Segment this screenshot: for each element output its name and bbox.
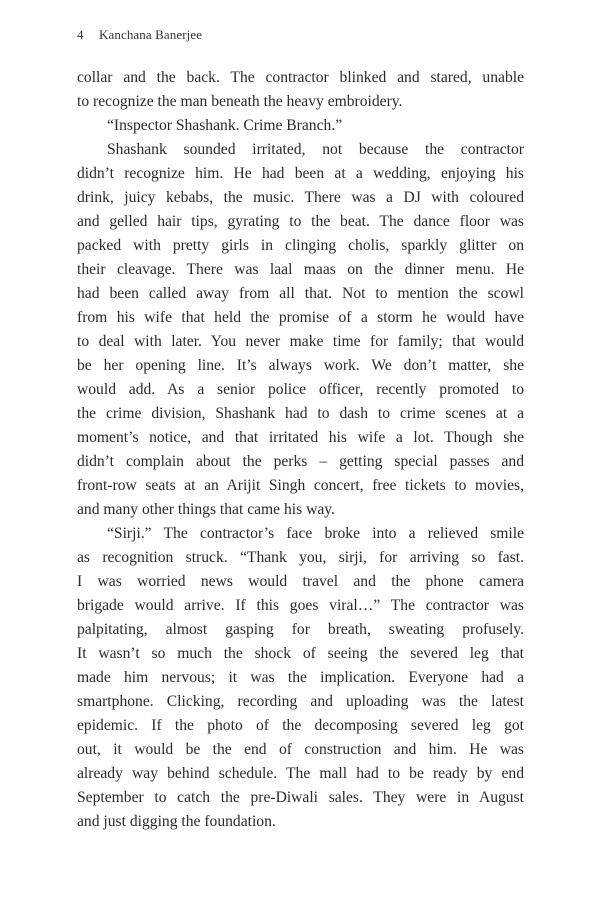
text-line: made him nervous; it was the implication. Everyone had a (77, 669, 524, 686)
text-line: “Sirji.” The contractor’s face broke into a relieved smile (107, 525, 524, 542)
text-line: I was worried news would travel and the phone camera (77, 573, 524, 590)
running-head (77, 27, 202, 43)
text-line: to recognize the man beneath the heavy embroidery. (77, 93, 403, 110)
body-text (77, 66, 524, 834)
text-line: palpitating, almost gasping for breath, sweating profusely. (77, 621, 524, 638)
text-line: as recognition struck. “Thank you, sirji, for arriving so fast. (77, 549, 524, 566)
text-line: already way behind schedule. The mall had to be ready by end (77, 765, 524, 782)
text-line: had been called away from all that. Not to mention the scowl (77, 285, 524, 302)
text-line: and gelled hair tips, gyrating to the beat. The dance floor was (77, 213, 524, 230)
text-line: didn’t complain about the perks – getting special passes and (77, 453, 524, 470)
text-line: to deal with later. You never make time for family; that would (77, 333, 524, 350)
text-line: collar and the back. The contractor blinked and stared, unable (77, 69, 524, 86)
text-line: September to catch the pre-Diwali sales. They were in August (77, 789, 524, 806)
text-line: from his wife that held the promise of a storm he would have (77, 309, 524, 326)
text-line: be her opening line. It’s always work. We don’t matter, she (77, 357, 524, 374)
text-line: packed with pretty girls in clinging cholis, sparkly glitter on (77, 237, 524, 254)
text-line: front-row seats at an Arijit Singh concert, free tickets to movies, (77, 477, 524, 494)
text-line: “Inspector Shashank. Crime Branch.” (107, 117, 343, 134)
text-line: out, it would be the end of construction and him. He was (77, 741, 524, 758)
text-line: smartphone. Clicking, recording and uploading was the latest (77, 693, 524, 710)
text-line: the crime division, Shashank had to dash to crime scenes at a (77, 405, 524, 422)
text-line: epidemic. If the photo of the decomposing severed leg got (77, 717, 524, 734)
text-line: would add. As a senior police officer, recently promoted to (77, 381, 524, 398)
text-line: moment’s notice, and that irritated his wife a lot. Though she (77, 429, 524, 446)
running-title: Kanchana Banerjee (99, 27, 203, 42)
text-line: and just digging the foundation. (77, 813, 276, 830)
page-number: 4 (77, 27, 84, 42)
text-line: Shashank sounded irritated, not because the contractor (107, 141, 524, 158)
text-line: brigade would arrive. If this goes viral…” The contractor was (77, 597, 524, 614)
text-line: It wasn’t so much the shock of seeing the severed leg that (77, 645, 524, 662)
text-line: and many other things that came his way. (77, 501, 335, 518)
text-line: drink, juicy kebabs, the music. There was a DJ with coloured (77, 189, 524, 206)
text-line: their cleavage. There was laal maas on the dinner menu. He (77, 261, 524, 278)
text-line: didn’t recognize him. He had been at a wedding, enjoying his (77, 165, 524, 182)
